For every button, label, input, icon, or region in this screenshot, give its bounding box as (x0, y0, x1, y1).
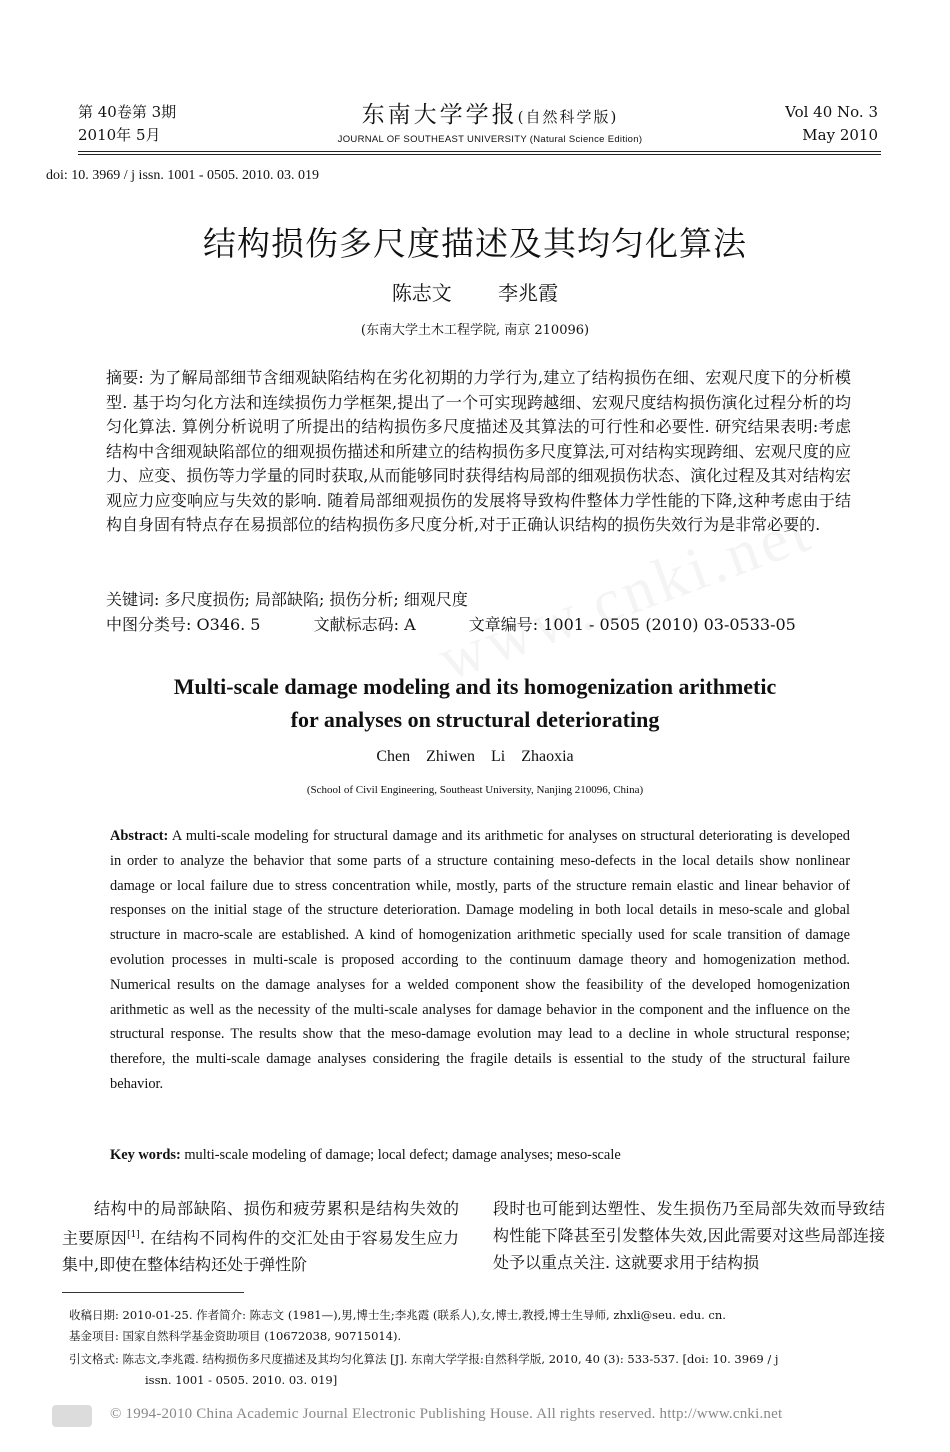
affiliation-cn: (东南大学土木工程学院, 南京 210096) (360, 323, 590, 338)
date-cn: 2010年 5月 (78, 126, 161, 144)
clc-number: 中图分类号: O346. 5 (106, 615, 261, 634)
journal-name-cn: 东南大学学报 (361, 102, 518, 128)
footnote-fund: 基金项目: 国家自然科学基金资助项目 (10672038, 90715014). (69, 1329, 402, 1343)
header-volume-cn (78, 101, 176, 147)
journal-title-cn (240, 96, 740, 129)
body-left-text-b: . 在结构不同构件的交汇处由于容易发生应力集中,即使在整体结构还处于弹性阶 (62, 1228, 459, 1275)
header-rule-top (78, 151, 881, 152)
article-number: 文章编号: 1001 - 0505 (2010) 03-0533-05 (468, 615, 796, 634)
journal-title-en: JOURNAL OF SOUTHEAST UNIVERSITY (Natural Science Edition) (337, 134, 643, 145)
footnote-citation-cont: issn. 1001 - 0505. 2010. 03. 019] (145, 1373, 338, 1387)
abstract-en (110, 824, 850, 1097)
footnote-rule (62, 1292, 244, 1293)
journal-header (240, 96, 740, 145)
reference-marker: [1] (127, 1230, 140, 1240)
doi: doi: 10. 3969 / j issn. 1001 - 0505. 2010. 03. 019 (46, 168, 320, 183)
journal-edition-cn: (自然科学版) (517, 108, 619, 126)
volume-issue-en: Vol 40 No. 3 (785, 103, 878, 121)
document-code: 文献标志码: A (313, 615, 416, 634)
body-column-left (62, 1195, 459, 1278)
footnote-citation: 引文格式: 陈志文,李兆霞. 结构损伤多尺度描述及其均匀化算法 [J]. 东南大学学报:自然科学版, 2010, 40 (3): 533-537. [doi: 10. 3969 / j (69, 1352, 779, 1366)
body-column-right: 段时也可能到达塑性、发生损伤乃至局部失效而导致结构性能下降甚至引发整体失效,因此需要对这些局部连接处予以重点关注. 这就要求用于结构损 (493, 1199, 885, 1272)
paper-title-en-line1: Multi-scale damage modeling and its homogenization arithmetic (173, 674, 777, 699)
keywords-en-label: Key words: (110, 1147, 181, 1163)
abstract-en-label: Abstract: (110, 828, 169, 844)
keywords-en-text: multi-scale modeling of damage; local defect; damage analyses; meso-scale (184, 1147, 621, 1163)
volume-issue-cn: 第 40卷第 3期 (78, 103, 177, 121)
affiliation-en: (School of Civil Engineering, Southeast University, Nanjing 210096, China) (306, 784, 644, 796)
body-left-text-a: 结构中的局部缺陷、损伤和疲劳累积是结构失效的主要原因 (62, 1199, 459, 1248)
header-volume-en (785, 101, 878, 147)
keywords-en (110, 1147, 621, 1164)
paper-title-cn: 结构损伤多尺度描述及其均匀化算法 (203, 224, 747, 263)
paper-title-en-line2: for analyses on structural deteriorating (290, 707, 660, 732)
cnki-logo-icon (52, 1405, 92, 1427)
abstract-en-text: A multi-scale modeling for structural damage and its arithmetic for analyses on structural deteriorating is developed in order to analyze the behavior that some parts of a structure containing meso-defects in the local details show nonlinear damage or local failure due to stress concentration while, mostly, parts of the structure remain elastic and linear behavior of responses on the initial stage of the structure deterioration. Damage modeling in both local details in meso-scale and global structure in macro-scale are established. A kind of homogenization arithmetic specially used for scale transition of damage evolution processes in multi-scale is proposed according to the continuum damage theory and homogenization method. Numerical results on the damage analyses for a welded component show the feasibility of the developed homogenization arithmetic as well as the necessity of the multi-scale analyses for damage behavior in the component and the influence on the structural response. The results show that the meso-damage evolution may lead to a decline in whole structural response; therefore, the multi-scale damage analyses considering the fragile details is essential to the study of the structural failure behavior. (110, 828, 850, 1092)
keywords-cn: 关键词: 多尺度损伤; 局部缺陷; 损伤分析; 细观尺度 (106, 590, 468, 609)
classification-line (106, 612, 844, 635)
authors-cn: 陈志文 李兆霞 (391, 281, 559, 305)
abstract-cn: 摘要: 为了解局部细节含细观缺陷结构在劣化初期的力学行为,建立了结构损伤在细、宏观尺度下的分析模型. 基于均匀化方法和连续损伤力学框架,提出了一个可实现跨越细、宏观尺度结构损伤演化过程分析的均匀化算法. 算例分析说明了所提出的结构损伤多尺度描述及其算法的可行性和必要性. 研究结果表明:考虑结构中含细观缺陷部位的细观损伤描述和所建立的结构损伤多尺度算法,可对结构实现跨细、宏观尺度的应力、应变、损伤等力学量的同时获取,从而能够同时获得结构局部的细观损伤状态、演化过程及其对结构宏观应力应变响应与失效的影响. 随着局部细观损伤的发展将导致构件整体力学性能的下降,这种考虑由于结构自身固有特点存在易损部位的结构损伤多尺度分析,对于正确认识结构的损伤失效行为是非常必要的. (106, 368, 851, 534)
paper-title-en (0, 670, 950, 736)
copyright-line: © 1994-2010 China Academic Journal Electronic Publishing House. All rights reserved. http://www.cnki.net (110, 1406, 783, 1422)
authors-en: Chen Zhiwen Li Zhaoxia (376, 748, 574, 765)
footnote-received: 收稿日期: 2010-01-25. 作者简介: 陈志文 (1981—),男,博士生;李兆霞 (联系人),女,博士,教授,博士生导师, zhxli@seu. edu. cn. (69, 1308, 726, 1322)
header-rule-bottom (78, 154, 881, 155)
date-en: May 2010 (802, 126, 878, 144)
